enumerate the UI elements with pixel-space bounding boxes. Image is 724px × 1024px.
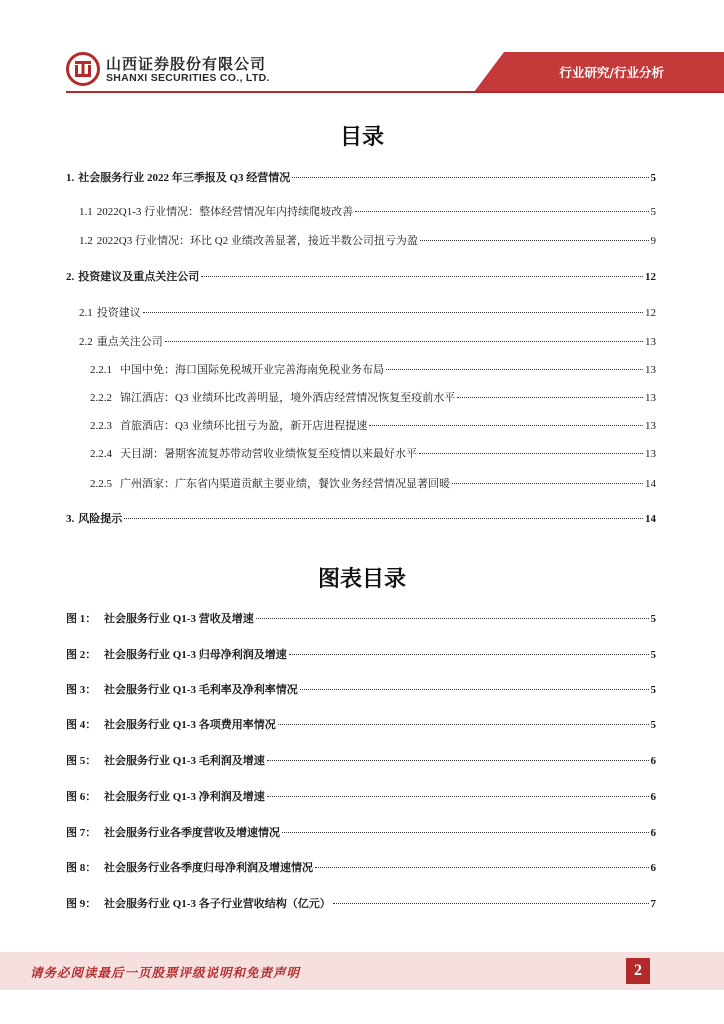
toc-entry-text: 中国中免：海口国际免税城开业完善海南免税业务布局	[120, 364, 384, 376]
figure-number: 图 5：	[66, 755, 97, 767]
figure-number: 图 9：	[66, 898, 97, 910]
toc-entry-text: 重点关注公司	[96, 336, 163, 348]
figure-number: 图 3：	[66, 684, 97, 696]
toc-entry-text: 锦江酒店：Q3 业绩环比改善明显，境外酒店经营情况恢复至疫前水平	[120, 392, 456, 404]
toc-title: 目录	[339, 125, 384, 150]
toc-entry-number: 2.2.4	[90, 448, 112, 460]
toc-entry-page: 14	[645, 478, 656, 490]
shanxi-securities-logo-icon	[66, 52, 100, 86]
figure-caption: 社会服务行业 Q1-3 各子行业营收结构（亿元）	[104, 898, 331, 910]
leader-dots	[267, 760, 649, 761]
leader-dots	[355, 211, 648, 212]
leader-dots	[369, 425, 643, 426]
toc-entry[interactable]	[79, 232, 656, 248]
toc-entry-text: 社会服务行业 2022 年三季报及 Q3 经营情况	[78, 172, 291, 184]
figure-number: 图 7：	[66, 827, 97, 839]
figure-page: 7	[650, 898, 656, 910]
toc-entry-number: 1.1	[79, 206, 93, 218]
figure-page: 5	[650, 719, 656, 731]
toc-entry[interactable]	[66, 268, 656, 284]
figure-list-title: 图表目录	[317, 567, 406, 592]
leader-dots	[457, 397, 643, 398]
figure-entry[interactable]	[66, 788, 656, 804]
toc-entry-page: 12	[645, 307, 656, 319]
toc-entry-text: 2022Q1-3 行业情况：整体经营情况年内持续爬坡改善	[96, 206, 354, 218]
leader-dots	[267, 796, 649, 797]
toc-entry-page: 13	[645, 392, 656, 404]
figure-number: 图 6：	[66, 791, 97, 803]
toc-entry-text: 投资建议及重点关注公司	[78, 271, 200, 283]
toc-entry-number: 2.2.5	[90, 478, 112, 490]
toc-entry[interactable]	[79, 333, 656, 349]
toc-entry[interactable]	[90, 417, 656, 433]
toc-entry-text: 首旅酒店：Q3 业绩环比扭亏为盈，新开店进程提速	[120, 420, 368, 432]
figure-entry[interactable]	[66, 859, 656, 875]
figure-caption: 社会服务行业 Q1-3 营收及增速	[104, 613, 254, 625]
leader-dots	[278, 724, 649, 725]
figure-page: 6	[650, 791, 656, 803]
leader-dots	[300, 689, 649, 690]
toc-entry-page: 13	[645, 364, 656, 376]
toc-entry-number: 2.1	[79, 307, 93, 319]
figure-entry[interactable]	[66, 824, 656, 840]
figure-entry[interactable]	[66, 895, 656, 911]
leader-dots	[292, 177, 648, 178]
figure-page: 5	[650, 649, 656, 661]
leader-dots	[419, 453, 643, 454]
figure-number: 图 8：	[66, 862, 97, 874]
page-number: 2	[626, 958, 650, 984]
figure-entry[interactable]	[66, 610, 656, 626]
figure-page: 5	[650, 613, 656, 625]
leader-dots	[256, 618, 649, 619]
leader-dots	[315, 867, 649, 868]
toc-entry-page: 9	[650, 235, 656, 247]
toc-entry[interactable]	[90, 389, 656, 405]
figure-page: 6	[650, 827, 656, 839]
toc-entry-text: 2022Q3 行业情况：环比 Q2 业绩改善显著，接近半数公司扭亏为盈	[96, 235, 418, 247]
leader-dots	[143, 312, 643, 313]
toc-entry-number: 3.	[66, 513, 75, 525]
figure-number: 图 2：	[66, 649, 97, 661]
leader-dots	[333, 903, 649, 904]
figure-caption: 社会服务行业各季度营收及增速情况	[104, 827, 280, 839]
toc-entry-number: 2.2.2	[90, 392, 112, 404]
leader-dots	[386, 369, 643, 370]
figure-caption: 社会服务行业 Q1-3 净利润及增速	[104, 791, 265, 803]
figure-caption: 社会服务行业 Q1-3 归母净利润及增速	[104, 649, 287, 661]
disclaimer-note: 请务必阅读最后一页股票评级说明和免责声明	[30, 965, 301, 980]
toc-entry-number: 1.2	[79, 235, 93, 247]
leader-dots	[289, 654, 649, 655]
figure-caption: 社会服务行业各季度归母净利润及增速情况	[104, 862, 313, 874]
toc-entry-number: 2.2.3	[90, 420, 112, 432]
report-category-tag: 行业研究/行业分析	[559, 65, 664, 80]
toc-entry-number: 2.2	[79, 336, 93, 348]
toc-entry-number: 2.	[66, 271, 75, 283]
toc-entry[interactable]	[66, 510, 656, 526]
toc-entry-page: 14	[645, 513, 656, 525]
figure-number: 图 1：	[66, 613, 97, 625]
leader-dots	[165, 341, 643, 342]
toc-entry[interactable]	[90, 445, 656, 461]
leader-dots	[282, 832, 649, 833]
figure-entry[interactable]	[66, 646, 656, 662]
toc-entry-page: 5	[650, 206, 656, 218]
toc-entry-text: 风险提示	[78, 513, 123, 525]
figure-entry[interactable]	[66, 681, 656, 697]
figure-page: 6	[650, 755, 656, 767]
figure-caption: 社会服务行业 Q1-3 毛利润及增速	[104, 755, 265, 767]
toc-entry-text: 天目湖：暑期客流复苏带动营收业绩恢复至疫情以来最好水平	[120, 448, 417, 460]
leader-dots	[201, 276, 643, 277]
toc-entry-page: 13	[645, 448, 656, 460]
toc-entry-number: 1.	[66, 172, 75, 184]
header-divider	[66, 91, 724, 93]
toc-entry[interactable]	[66, 169, 656, 185]
toc-entry-page: 13	[645, 420, 656, 432]
figure-entry[interactable]	[66, 716, 656, 732]
figure-caption: 社会服务行业 Q1-3 各项费用率情况	[104, 719, 276, 731]
toc-entry-text: 投资建议	[96, 307, 141, 319]
toc-entry[interactable]	[90, 361, 656, 377]
figure-number: 图 4：	[66, 719, 97, 731]
figure-caption: 社会服务行业 Q1-3 毛利率及净利率情况	[104, 684, 298, 696]
toc-entry[interactable]	[79, 304, 656, 320]
company-name-cn: 山西证券股份有限公司	[106, 55, 267, 73]
figure-entry[interactable]	[66, 752, 656, 768]
figure-page: 5	[650, 684, 656, 696]
figure-page: 6	[650, 862, 656, 874]
page-header	[0, 0, 724, 100]
leader-dots	[452, 483, 643, 484]
toc-entry[interactable]	[79, 203, 656, 219]
toc-entry-page: 12	[645, 271, 656, 283]
leader-dots	[420, 240, 649, 241]
leader-dots	[124, 518, 643, 519]
company-name-en: SHANXI SECURITIES CO., LTD.	[106, 72, 270, 84]
toc-entry-text: 广州酒家：广东省内渠道贡献主要业绩，餐饮业务经营情况显著回暖	[120, 478, 450, 490]
toc-entry-page: 5	[650, 172, 656, 184]
toc-entry-page: 13	[645, 336, 656, 348]
toc-entry-number: 2.2.1	[90, 364, 112, 376]
toc-entry[interactable]	[90, 475, 656, 491]
